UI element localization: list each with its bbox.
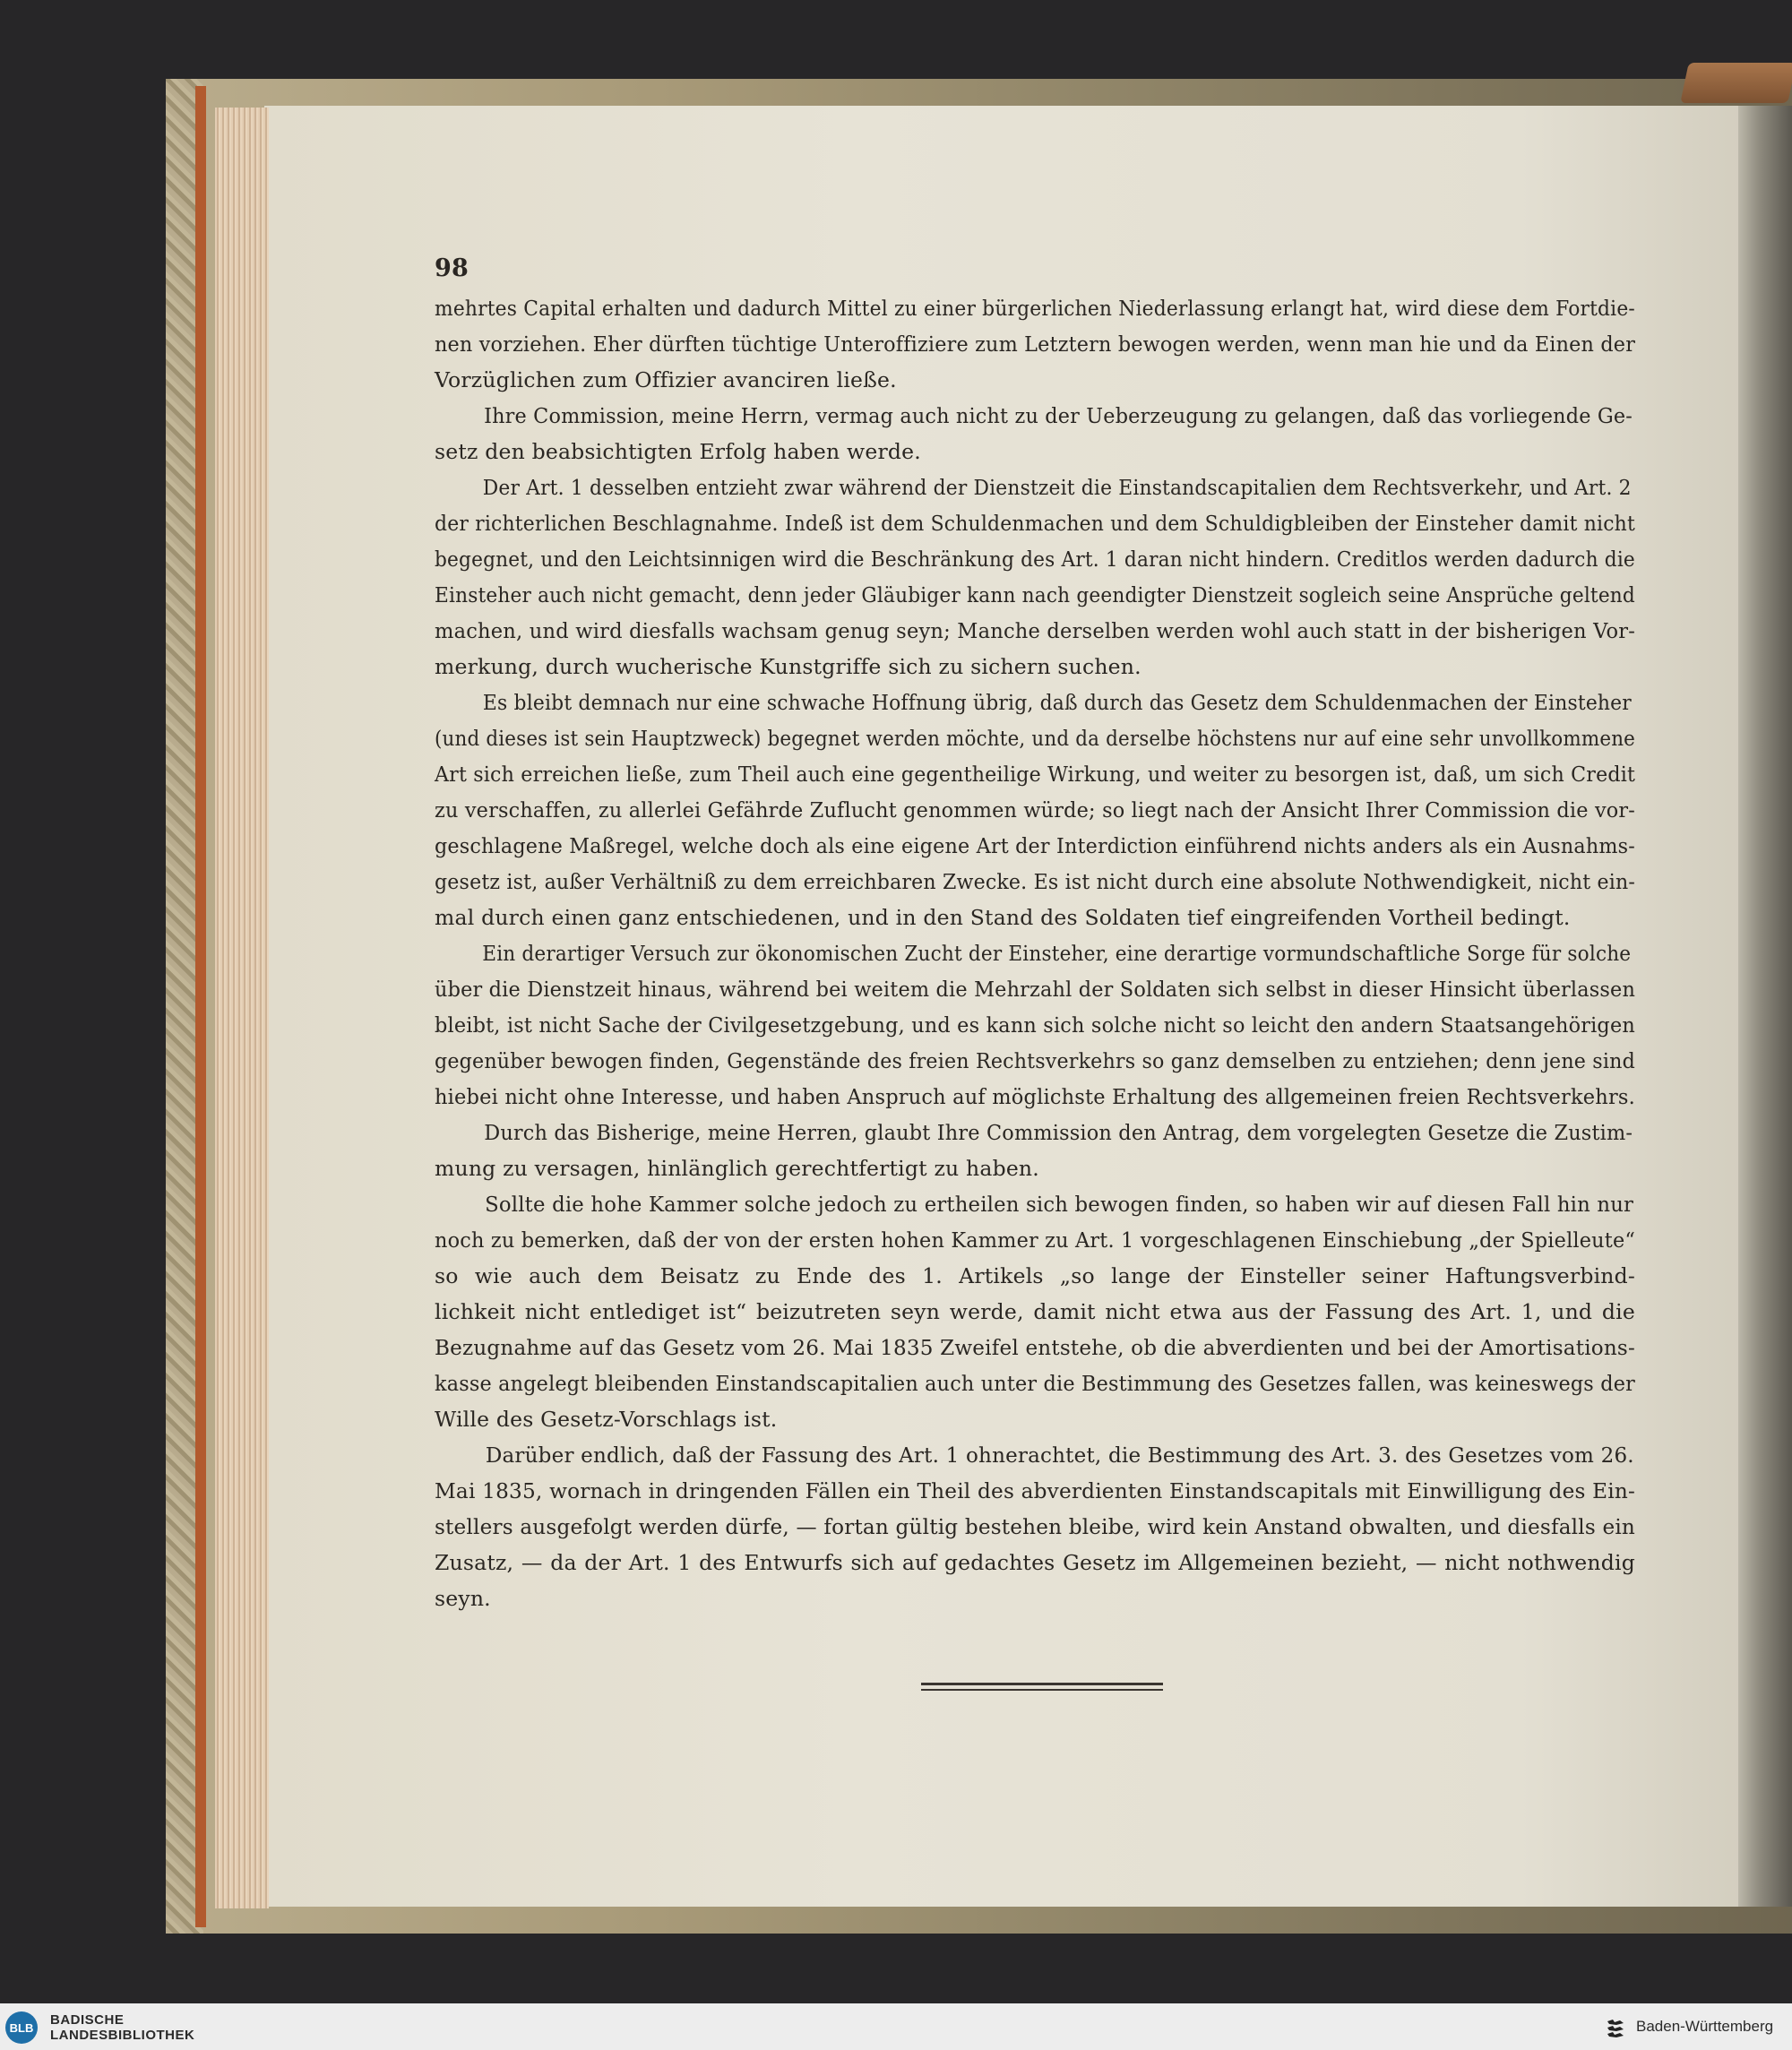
footer-bar (0, 2003, 1792, 2050)
text-line: gegenüber bewogen finden, Gegenstände des freien Rechtsverkehrs so ganz demselben zu entziehen; denn jene sind (435, 1048, 1635, 1073)
text-line: lichkeit nicht entlediget ist“ beizutreten seyn werde, damit nicht etwa aus der Fassung des Art. 1, und die (435, 1299, 1635, 1324)
text-line: mal durch einen ganz entschiedenen, und in den Stand des Soldaten tief eingreifenden Vortheil bedingt. (435, 905, 1571, 930)
page-number: 98 (435, 254, 469, 282)
text-line: noch zu bemerken, daß der von der ersten hohen Kammer zu Art. 1 vorgeschlagenen Einschiebung „der Spielleute“ (435, 1227, 1636, 1253)
paragraph (435, 685, 1635, 935)
cover-spine-strip (195, 86, 206, 1927)
paragraphs (435, 290, 1635, 1616)
text-line: Darüber endlich, daß der Fassung des Art. 1 ohnerachtet, die Bestimmung des Art. 3. des Gesetzes vom 26. (485, 1443, 1634, 1468)
text-line: Mai 1835, wornach in dringenden Fällen ein Theil des abverdienten Einstandscapitals mit Einwilligung des Ein- (435, 1478, 1636, 1503)
text-line: gesetz ist, außer Verhältniß zu dem erreichbaren Zwecke. Es ist nicht durch eine absolute Nothwendigkeit, nicht ein- (435, 869, 1636, 894)
paragraph (435, 1186, 1635, 1437)
text-line: Der Art. 1 desselben entzieht zwar während der Dienstzeit die Einstandscapitalien dem Rechtsverkehr, und Art. 2 (482, 475, 1632, 500)
text-line: merkung, durch wucherische Kunstgriffe sich zu sichern suchen. (435, 654, 1142, 679)
text-line: Zusatz, — da der Art. 1 des Entwurfs sich auf gedachtes Gesetz im Allgemeinen bezieht, — nicht nothwendig (435, 1550, 1635, 1575)
text-line: Bezugnahme auf das Gesetz vom 26. Mai 1835 Zweifel entstehe, ob die abverdienten und bei der Amortisations- (435, 1335, 1635, 1360)
text-line: Wille des Gesetz-Vorschlags ist. (435, 1407, 778, 1432)
text-line: so wie auch dem Beisatz zu Ende des 1. Artikels „so lange der Einsteller seiner Haftungsverbind- (435, 1263, 1636, 1288)
page-text (435, 251, 1635, 1616)
text-line: Es bleibt demnach nur eine schwache Hoffnung übrig, daß durch das Gesetz dem Schuldenmachen der Einsteher (482, 690, 1632, 715)
paragraph (435, 469, 1635, 685)
text-line: bleibt, ist nicht Sache der Civilgesetzgebung, und es kann sich solche nicht so leicht den andern Staatsangehörigen (435, 1012, 1635, 1038)
page-gutter (1738, 106, 1792, 1907)
paragraph (435, 1437, 1635, 1616)
paragraph (435, 290, 1635, 398)
paragraph (435, 1115, 1635, 1186)
library-name[interactable] (50, 2012, 194, 2043)
text-line: seyn. (435, 1586, 491, 1611)
state-name[interactable]: Baden-Württemberg (1636, 2018, 1774, 2035)
text-line: mung zu versagen, hinlänglich gerechtfertigt zu haben. (435, 1156, 1039, 1181)
text-line: setz den beabsichtigten Erfolg haben werde. (435, 439, 921, 464)
text-line: der richterlichen Beschlagnahme. Indeß ist dem Schuldenmachen und dem Schuldigbleiben der Einsteher damit nicht (435, 511, 1635, 536)
text-line: geschlagene Maßregel, welche doch als eine eigene Art der Interdiction einführend nichts anders als ein Ausnahms- (435, 833, 1635, 858)
text-line: nen vorziehen. Eher dürften tüchtige Unteroffiziere zum Letztern bewogen werden, wenn man hie und da Einen der (435, 332, 1636, 357)
text-line: mehrtes Capital erhalten und dadurch Mittel zu einer bürgerlichen Niederlassung erlangt hat, wird diese dem Fortdie- (435, 296, 1635, 321)
library-name-line1: BADISCHE (50, 2012, 125, 2028)
page-block-edge (215, 108, 269, 1908)
text-line: stellers ausgefolgt werden dürfe, — fortan gültig bestehen bleibe, wird kein Anstand obwalten, und diesfalls ein (435, 1514, 1636, 1539)
text-line: Ein derartiger Versuch zur ökonomischen Zucht der Einsteher, eine derartige vormundschaftliche Sorge für solche (482, 941, 1632, 966)
text-line: über die Dienstzeit hinaus, während bei weitem die Mehrzahl der Soldaten sich selbst in dieser Hinsicht überlassen (435, 977, 1636, 1002)
paragraph (435, 935, 1635, 1115)
text-line: Durch das Bisherige, meine Herren, glaubt Ihre Commission den Antrag, dem vorgelegten Gesetze die Zustim- (484, 1120, 1633, 1145)
text-line: (und dieses ist sein Hauptzweck) begegnet werden möchte, und da derselbe höchstens nur auf eine sehr unvollkommene (435, 726, 1636, 751)
paragraph (435, 398, 1635, 469)
text-line: Ihre Commission, meine Herrn, vermag auch nicht zu der Ueberzeugung zu gelangen, daß das vorliegende Ge- (484, 403, 1633, 428)
text-line: Vorzüglichen zum Offizier avanciren ließe. (435, 367, 897, 392)
text-line: Art sich erreichen ließe, zum Theil auch eine gegentheilige Wirkung, und weiter zu besorgen ist, daß, um sich Credit (435, 762, 1636, 787)
text-line: machen, und wird diesfalls wachsam genug seyn; Manche derselben werden wohl auch statt in der bisherigen Vor- (435, 618, 1636, 643)
text-line: zu verschaffen, zu allerlei Gefährde Zuflucht genommen würde; so liegt nach der Ansicht Ihrer Commission die vor- (435, 797, 1636, 823)
text-line: Sollte die hohe Kammer solche jedoch zu ertheilen sich bewogen finden, so haben wir auf diesen Fall hin nur (485, 1192, 1634, 1217)
text-line: hiebei nicht ohne Interesse, und haben Anspruch auf möglichste Erhaltung des allgemeinen freien Rechtsverkehrs. (435, 1084, 1635, 1109)
ribbon-bookmark (1680, 63, 1792, 103)
baden-wuerttemberg-lions-icon (1604, 2016, 1629, 2041)
text-line: Einsteher auch nicht gemacht, denn jeder Gläubiger kann nach geendigter Dienstzeit sogleich seine Ansprüche geltend (435, 582, 1635, 607)
blb-logo-icon[interactable]: BLB (5, 2011, 38, 2044)
closing-rule (921, 1683, 1163, 1691)
text-line: kasse angelegt bleibenden Einstandscapitalien auch unter die Bestimmung des Gesetzes fallen, was keineswegs der (435, 1371, 1635, 1396)
text-line: begegnet, und den Leichtsinnigen wird die Beschränkung des Art. 1 daran nicht hindern. Creditlos werden dadurch die (435, 547, 1635, 572)
library-name-line2: LANDESBIBLIOTHEK (50, 2028, 195, 2043)
